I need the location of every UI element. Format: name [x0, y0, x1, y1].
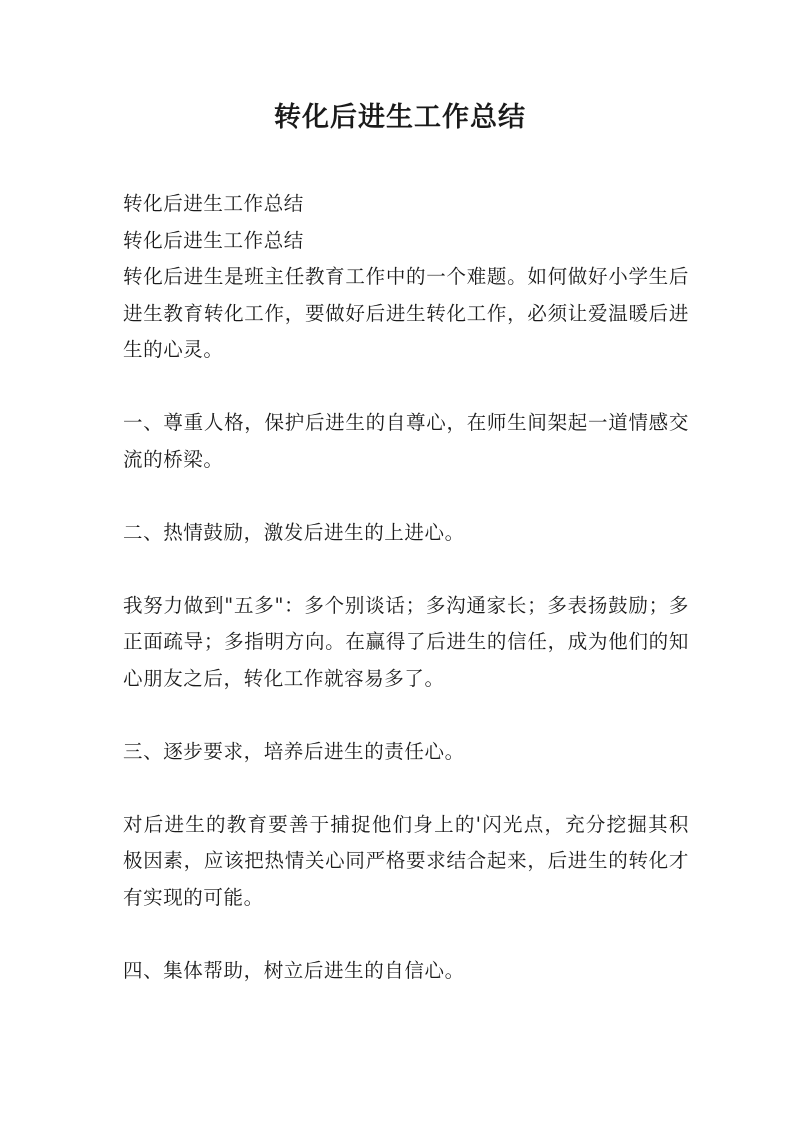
paragraph-subtitle-1: 转化后进生工作总结 — [123, 192, 304, 215]
document-title: 转化后进生工作总结 — [274, 102, 526, 133]
section-heading-2: 二、热情鼓励，激发后进生的上进心。 — [123, 520, 465, 544]
paragraph-intro: 转化后进生是班主任教育工作中的一个难题。如何做好小学生后进生教育转化工作，要做好后进生转化工作，必须让爱温暖后进生的心灵。 — [123, 265, 689, 361]
paragraph-gap — [123, 369, 689, 406]
paragraph-five-mores: 我努力做到"五多"：多个别谈话；多沟通家长；多表扬鼓励；多正面疏导；多指明方向。在赢得了后进生的信任，成为他们的知心朋友之后，转化工作就容易多了。 — [123, 593, 689, 690]
paragraph-gap — [123, 770, 689, 807]
paragraph-gap — [123, 478, 689, 515]
paragraph-bright-spots: 对后进生的教育要善于捕捉他们身上的'闪光点，充分挖掘其积极因素，应该把热情关心同严格要求结合起来，后进生的转化才有实现的可能。 — [123, 812, 689, 909]
section-heading-3: 三、逐步要求，培养后进生的责任心。 — [123, 739, 465, 763]
paragraph-gap — [123, 551, 689, 588]
section-heading-4: 四、集体帮助，树立后进生的自信心。 — [123, 958, 465, 982]
paragraph-subtitle-2: 转化后进生工作总结 — [123, 228, 304, 252]
paragraph-gap — [123, 916, 689, 953]
document-body — [123, 186, 689, 989]
section-heading-1: 一、尊重人格，保护后进生的自尊心，在师生间架起一道情感交流的桥梁。 — [123, 411, 689, 471]
paragraph-gap — [123, 697, 689, 734]
